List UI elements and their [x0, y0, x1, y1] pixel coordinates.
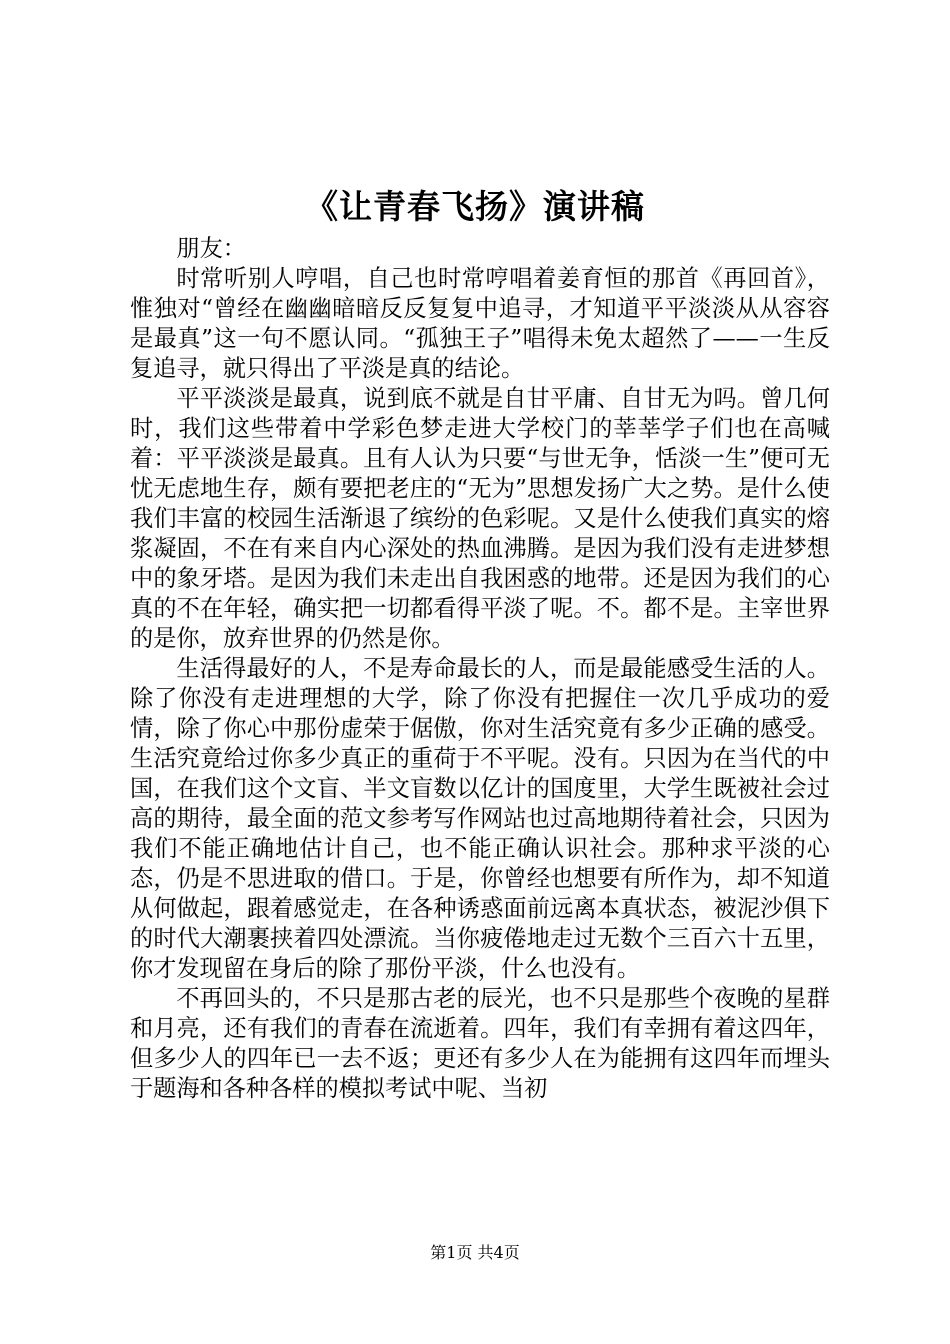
paragraph-3: 生活得最好的人，不是寿命最长的人，而是最能感受生活的人。除了你没有走进理想的大学，除了你没有把握住一次几乎成功的爱情，除了你心中那份虚荣于倨傲，你对生活究竟有多少正确的感受。生活究竟给过你多少真正的重荷于不平呢。没有。只因为在当代的中国，在我们这个文盲、半文盲数以亿计的国度里，大学生既被社会过高的期待，最全面的范文参考写作网站也过高地期待着社会，只因为我们不能正确地估计自己，也不能正确认识社会。那种求平淡的心态，仍是不思进取的借口。于是，你曾经也想要有所作为，却不知道从何做起，跟着感觉走，在各种诱惑面前远离本真状态，被泥沙俱下的时代大潮裹挟着四处漂流。当你疲倦地走过无数个三百六十五里，你才发现留在身后的除了那份平淡，什么也没有。: [130, 655, 830, 982]
document-body: [130, 234, 830, 1104]
paragraph-4: 不再回头的，不只是那古老的辰光，也不只是那些个夜晚的星群和月亮，还有我们的青春在流逝着。四年，我们有幸拥有着这四年，但多少人的四年已一去不返；更还有多少人在为能拥有这四年而埋头于题海和各种各样的模拟考试中呢、当初: [130, 985, 830, 1102]
paragraph-2: 平平淡淡是最真，说到底不就是自甘平庸、自甘无为吗。曾几何时，我们这些带着中学彩色梦走进大学校门的莘莘学子们也在高喊着：平平淡淡是最真。且有人认为只要“与世无争，恬淡一生”便可无忧无虑地生存，颇有要把老庄的“无为”思想发扬广大之势。是什么使我们丰富的校园生活渐退了缤纷的色彩呢。又是什么使我们真实的熔浆凝固，不在有来自内心深处的热血沸腾。是因为我们没有走进梦想中的象牙塔。是因为我们未走出自我困惑的地带。还是因为我们的心真的不在年轻，确实把一切都看得平淡了呢。不。都不是。主宰世界的是你，放弃世界的仍然是你。: [130, 385, 830, 652]
page-number-footer: 第1页 共4页: [430, 1243, 520, 1262]
paragraph-1: 时常听别人哼唱，自己也时常哼唱着姜育恒的那首《再回首》，惟独对“曾经在幽幽暗暗反反复复中追寻，才知道平平淡淡从从容容是最真”这一句不愿认同。“孤独王子”唱得未免太超然了——一生反复追寻，就只得出了平淡是真的结论。: [130, 265, 830, 382]
salutation: 朋友：: [176, 235, 246, 262]
document-title: 《让青春飞扬》演讲稿: [305, 187, 645, 226]
